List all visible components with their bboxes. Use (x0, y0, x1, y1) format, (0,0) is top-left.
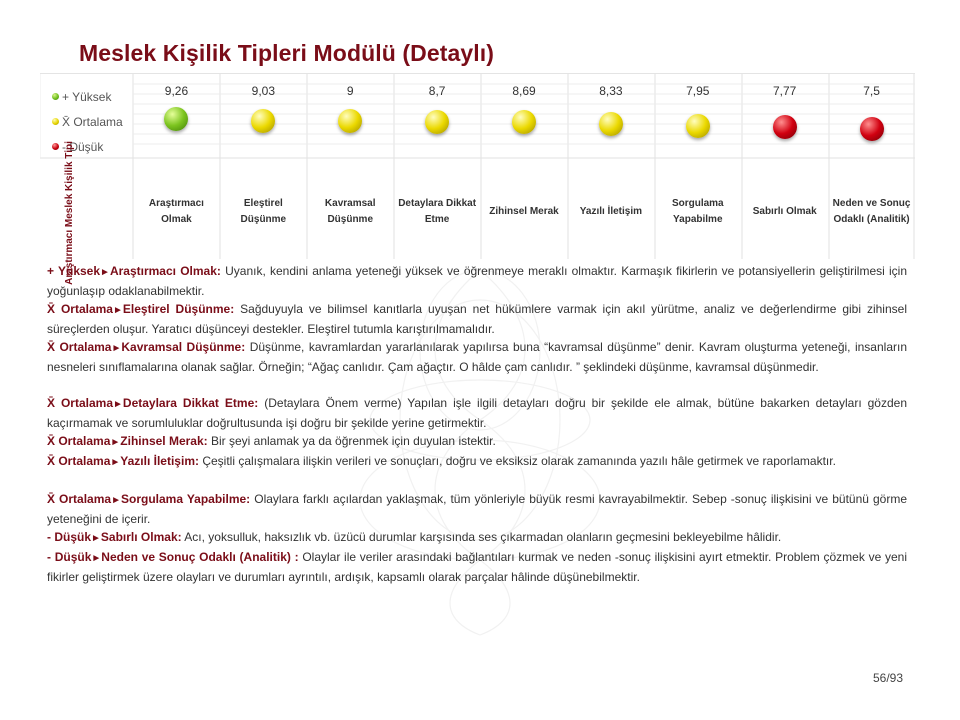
arrow-icon: ► (112, 305, 123, 316)
arrow-icon: ► (110, 457, 121, 468)
arrow-icon: ► (110, 437, 121, 448)
description-item (47, 548, 907, 586)
trait-label: Sabırlı Olmak (752, 206, 817, 217)
description-text: Olaylar ile veriler arasındaki bağlantıları kurmak ve neden -sonuç ilişkisini ayırt etmektir. Problem çözmek ve yeni fikirler geliştirmek üzere olayları ve durumları ayrıntılı, ardışık, kapsamlı olarak parçalar hâlinde düşünebilmektir. (47, 550, 907, 584)
row-header-text: Araştırmacı Meslek Kişilik Tipi (64, 141, 75, 285)
trait-column (828, 74, 915, 259)
trait-level-ball (251, 109, 275, 133)
trait-score: 8,7 (428, 84, 446, 98)
trait-label: Araştırmacı Olmak (148, 198, 204, 225)
description-item (47, 452, 907, 472)
description-text: Düşünme, kavramlardan yararlanılarak yapılırsa buna “kavramsal düşünme” denir. Kavram oluşturma yeteneği, insanların nesneleri sınıflamalarına olanak sağlar. Örneğin; “Ağaç canlıdır. Çam ağaçtır. O hâlde çam canlıdır. ” şeklindeki düşünme, kavramsal düşünmedir. (47, 340, 907, 374)
description-trait-name: Zihinsel Merak: (120, 434, 208, 448)
description-item (47, 528, 907, 548)
trait-level-ball (599, 112, 623, 136)
description-level: X̄ Ortalama (47, 340, 112, 354)
arrow-icon: ► (113, 399, 123, 410)
trait-score: 7,77 (773, 84, 797, 98)
paragraph-gap (47, 472, 907, 490)
trait-label: Eleştirel Düşünme (240, 198, 287, 225)
trait-level-ball (773, 115, 797, 139)
trait-score: 7,95 (686, 84, 710, 98)
legend-dot-high (52, 93, 59, 100)
trait-descriptions (47, 262, 907, 586)
description-trait-name: Sorgulama Yapabilme: (120, 492, 251, 506)
description-trait-name: Sabırlı Olmak: (100, 530, 182, 544)
description-item (47, 338, 907, 376)
trait-label: Kavramsal Düşünme (324, 198, 376, 225)
description-item (47, 490, 907, 528)
description-text: Sağduyuyla ve bilimsel kanıtlarla uyuşan net hükümlere varmak için akıl yürütme, analiz ve değerlendirme gibi zihinsel süreçlerden oluşur. Yaratıcı düşünceyi destekler. Eleştirel tutumla karıştırılmamalıdır. (47, 302, 907, 336)
trait-level-ball (338, 109, 362, 133)
legend-label-high: + Yüksek (62, 89, 112, 104)
trait-column (133, 74, 220, 259)
trait-score: 9,26 (164, 84, 189, 98)
description-text: Uyanık, kendini anlama yeteneği yüksek ve öğrenmeye meraklı olmaktır. Karmaşık fikirlerin ve potansiyellerin geliştirilmesi için yoğunlaşıp odaklanabilmektir. (47, 264, 908, 298)
trait-level-ball (425, 110, 449, 134)
trait-level-ball (164, 107, 188, 131)
description-level: X̄ Ortalama (47, 396, 113, 410)
page-number: 56/93 (873, 671, 904, 685)
chart-legend (52, 84, 123, 159)
trait-label: Zihinsel Merak (489, 206, 559, 217)
page-title: Meslek Kişilik Tipleri Modülü (Detaylı) (79, 40, 495, 66)
trait-column (220, 74, 307, 259)
legend-item-low (52, 134, 123, 159)
description-level: - Düşük (47, 550, 92, 564)
description-text: (Detaylara Önem verme) Yapılan işle ilgili detayları doğru bir şekilde ele almak, bütüne bakarken detayları gözden kaçırmamak ve sorumluluklar doğrultusunda işi doğru bir şekilde yerine getirmektir. (47, 396, 907, 430)
arrow-icon: ► (91, 553, 102, 564)
trait-column (481, 74, 568, 259)
legend-item-average (52, 109, 123, 134)
legend-label-low: - Düşük (62, 139, 104, 154)
description-item (47, 300, 907, 338)
trait-label: Yazılı İletişim (579, 206, 643, 217)
trait-score: 9,03 (251, 84, 276, 98)
description-text: Olaylara farklı açılardan yaklaşmak, tüm yönleriyle büyük resmi kavrayabilmektir. Sebep -sonuç ilişkisini ve bütünü görme yeteneğini de içerir. (47, 492, 907, 526)
description-text: Çeşitli çalışmalara ilişkin verileri ve sonuçları, doğru ve eksiksiz olarak zamanında yazılı hâle getirmek ve raporlamaktır. (202, 454, 836, 468)
description-level: + Yüksek (47, 264, 101, 278)
arrow-icon: ► (100, 267, 110, 278)
arrow-icon: ► (111, 343, 122, 354)
trait-column (394, 74, 481, 259)
description-trait-name: Eleştirel Düşünme: (122, 302, 235, 316)
trait-column (654, 74, 741, 259)
description-text: Acı, yoksulluk, haksızlık vb. üzücü durumlar karşısında ses çıkarmadan olanların geçmesini bekleyebilme hâlidir. (184, 530, 782, 544)
description-trait-name: Detaylara Dikkat Etme: (122, 396, 259, 410)
trait-score: 8,69 (512, 84, 536, 98)
legend-dot-low (52, 143, 59, 150)
description-item (47, 432, 907, 452)
description-level: - Düşük (47, 530, 92, 544)
description-trait-name: Yazılı İletişim: (120, 454, 199, 468)
trait-level-ball (512, 110, 536, 134)
trait-score: 7,5 (863, 84, 880, 98)
description-level: X̄ Ortalama (47, 302, 113, 316)
trait-columns (133, 74, 915, 259)
description-level: X̄ Ortalama (47, 454, 111, 468)
arrow-icon: ► (111, 495, 121, 506)
trait-column (567, 74, 654, 259)
description-trait-name: Neden ve Sonuç Odaklı (Analitik) : (101, 550, 299, 564)
description-level: X̄ Ortalama (47, 434, 111, 448)
description-text: Bir şeyi anlamak ya da öğrenmek için duyulan istektir. (210, 434, 496, 448)
trait-label: Sorgulama Yapabilme (671, 198, 724, 225)
trait-score: 9 (346, 84, 354, 98)
trait-label: Detaylara Dikkat Etme (398, 198, 477, 225)
trait-level-ball (686, 114, 710, 138)
arrow-icon: ► (91, 533, 101, 544)
trait-column (741, 74, 828, 259)
trait-score: 8,33 (599, 84, 623, 98)
paragraph-gap (47, 376, 907, 394)
legend-item-high (52, 84, 123, 109)
trait-label: Neden ve Sonuç Odaklı (Analitik) (832, 198, 911, 225)
description-trait-name: Kavramsal Düşünme: (121, 340, 246, 354)
description-item (47, 262, 907, 300)
trait-level-ball (860, 117, 884, 141)
trait-column (307, 74, 394, 259)
description-level: X̄ Ortalama (47, 492, 112, 506)
legend-dot-average (52, 118, 59, 125)
description-item (47, 394, 907, 432)
description-trait-name: Araştırmacı Olmak: (109, 264, 221, 278)
legend-label-average: X̄ Ortalama (62, 114, 123, 129)
